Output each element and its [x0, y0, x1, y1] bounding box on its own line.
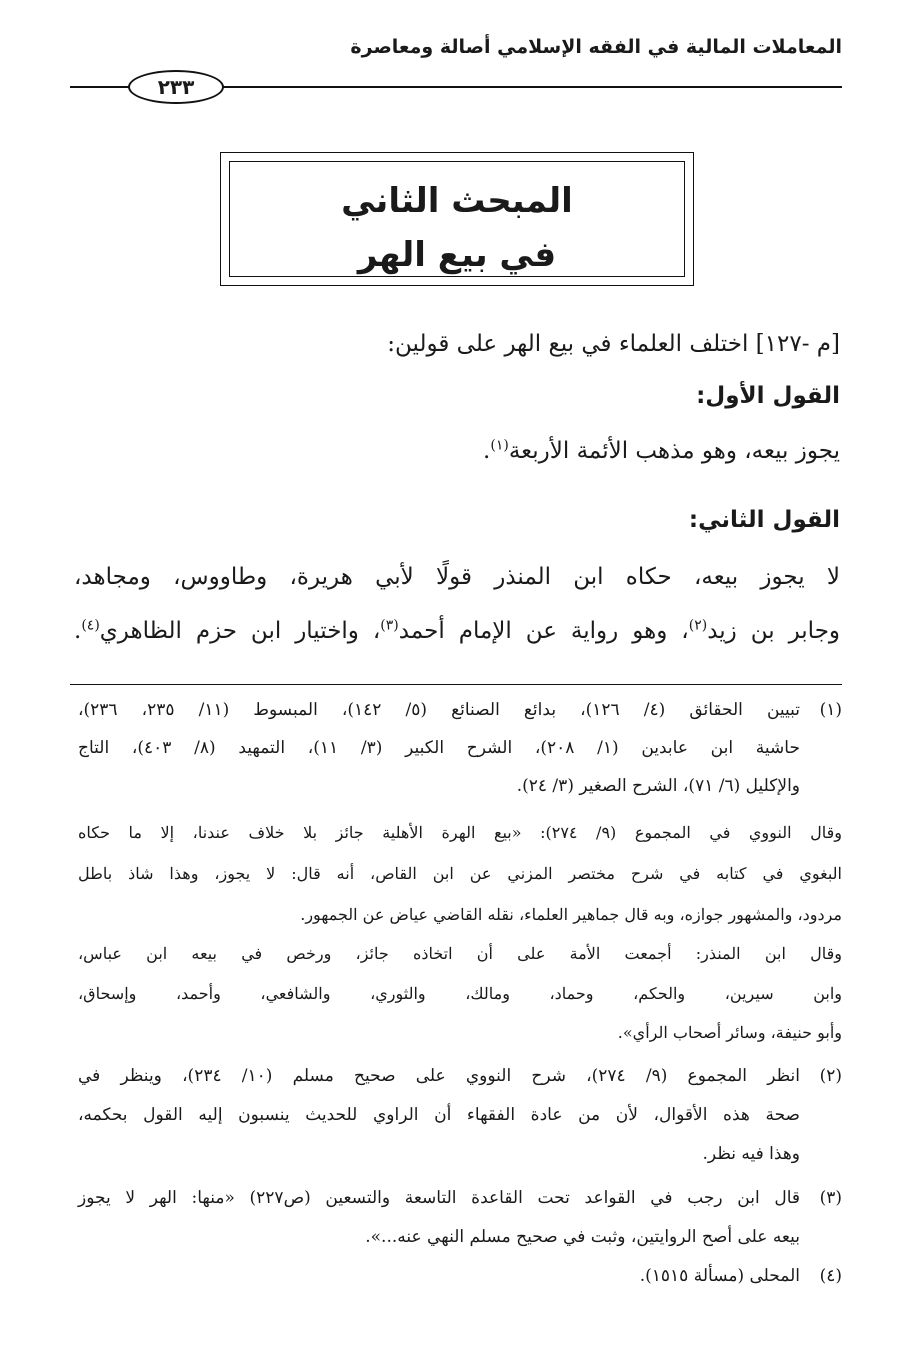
- footnote-1-quote-line-1: وقال النووي في المجموع (٩/ ٢٧٤): «بيع الهرة الأهلية جائز بلا خلاف عندنا، إلا ما حكاه: [78, 823, 842, 842]
- second-opinion-end: .: [74, 618, 82, 644]
- footnote-4-line-1: المحلى (مسألة ١٥١٥).: [639, 1266, 800, 1286]
- footnote-2-line-3: وهذا فيه نظر.: [702, 1144, 800, 1164]
- footnote-separator: [70, 684, 842, 685]
- second-opinion-heading: القول الثاني:: [688, 507, 840, 533]
- footnote-3-line-1: قال ابن رجب في القواعد تحت القاعدة التاسعة والتسعين (ص٢٢٧) «منها: الهر لا يجوز: [78, 1188, 800, 1208]
- first-opinion-text: [74, 437, 840, 464]
- page-number: ٢٣٣: [128, 70, 224, 104]
- section-title-inner-frame: [229, 161, 685, 277]
- footnote-1-quote-line-4: وقال ابن المنذر: أجمعت الأمة على أن اتخاذه جائز، ورخص في بيعه ابن عباس،: [78, 944, 842, 963]
- second-opinion-part-a: وجابر بن زيد: [707, 618, 841, 644]
- footnote-2-line-2: صحة هذه الأقوال، لأن من عادة الفقهاء أن الراوي للحديث ينسبون إليه القول بحكمه،: [78, 1105, 800, 1125]
- second-opinion-part-c: ، واختيار ابن حزم الظاهري: [99, 618, 381, 644]
- running-header-title: المعاملات المالية في الفقه الإسلامي أصالة ومعاصرة: [350, 36, 842, 58]
- footnote-1-number: (١): [819, 700, 842, 720]
- footnote-1-line-3: والإكليل (٦/ ٧١)، الشرح الصغير (٣/ ٢٤).: [516, 776, 800, 796]
- footnote-1-quote-line-6: وأبو حنيفة، وسائر أصحاب الرأي».: [617, 1023, 842, 1042]
- section-subtitle: في بيع الهر: [357, 235, 557, 275]
- footnote-1-quote-line-5: وابن سيرين، والحكم، وحماد، ومالك، والثوري، والشافعي، وأحمد، وإسحاق،: [78, 984, 842, 1003]
- footnote-1-line-2: حاشية ابن عابدين (١/ ٢٠٨)، الشرح الكبير (٣/ ١١)، التمهيد (٨/ ٤٠٣)، التاج: [78, 738, 800, 758]
- footnote-2-line-1: انظر المجموع (٩/ ٢٧٤)، شرح النووي على صحيح مسلم (١٠/ ٢٣٤)، وينظر في: [78, 1066, 800, 1086]
- intro-paragraph: [م -١٢٧] اختلف العلماء في بيع الهر على قولين:: [387, 331, 840, 357]
- second-opinion-line-1: لا يجوز بيعه، حكاه ابن المنذر قولًا لأبي هريرة، وطاووس، ومجاهد،: [74, 564, 840, 590]
- footnote-1-quote-line-3: مردود، والمشهور جوازه، وبه قال جماهير العلماء، نقله القاضي عياض عن الجمهور.: [300, 905, 842, 924]
- footnote-ref-2[interactable]: (٢): [688, 617, 708, 634]
- first-opinion-heading: القول الأول:: [696, 383, 840, 409]
- footnote-1-quote-line-2: البغوي في كتابه في شرح مختصر المزني عن ابن القاص، أنه قال: لا يجوز، وهذا شاذ باطل: [78, 864, 842, 883]
- section-title: المبحث الثاني: [341, 181, 573, 221]
- section-title-frame: [220, 152, 694, 286]
- first-opinion-body: يجوز بيعه، وهو مذهب الأئمة الأربعة: [508, 438, 840, 464]
- footnote-3-line-2: بيعه على أصح الروايتين، وثبت في صحيح مسلم النهي عنه...».: [365, 1227, 800, 1247]
- footnote-4-number: (٤): [819, 1266, 842, 1286]
- footnote-3-number: (٣): [819, 1188, 842, 1208]
- first-opinion-end: .: [483, 438, 491, 464]
- footnote-1-line-1: تبيين الحقائق (٤/ ١٢٦)، بدائع الصنائع (٥/ ١٤٢)، المبسوط (١١/ ٢٣٥، ٢٣٦)،: [78, 700, 801, 720]
- footnote-ref-4[interactable]: (٤): [81, 617, 100, 634]
- footnote-ref-3[interactable]: (٣): [380, 617, 399, 634]
- second-opinion-line-2: [74, 617, 841, 644]
- footnote-ref-1[interactable]: (١): [490, 437, 509, 454]
- second-opinion-part-b: ، وهو رواية عن الإمام أحمد: [398, 618, 689, 644]
- footnote-2-number: (٢): [819, 1066, 842, 1086]
